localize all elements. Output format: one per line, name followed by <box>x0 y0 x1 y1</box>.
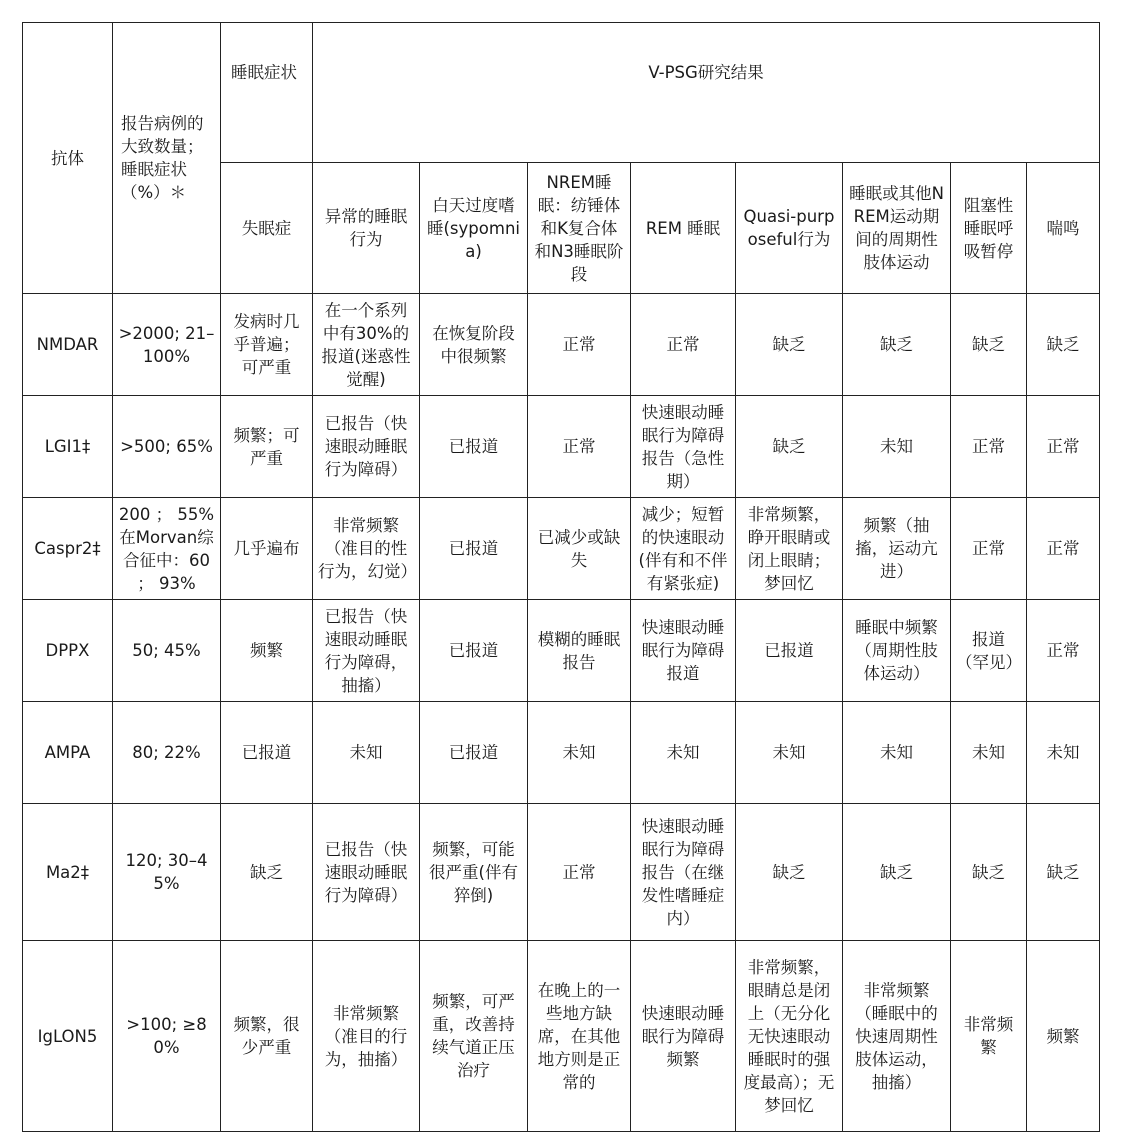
cell-value: 缺乏 <box>1027 294 1100 396</box>
cell-value: 频繁 <box>221 600 313 702</box>
cell-value: 已报道 <box>420 396 528 498</box>
cell-cases: 200 ； 55%在Morvan综合征中：60 ； 93% <box>113 498 221 600</box>
cell-value: 在恢复阶段中很频繁 <box>420 294 528 396</box>
cell-value: 已报告（快速眼动睡眠行为障碍） <box>313 804 420 941</box>
cell-value: 缺乏 <box>843 804 951 941</box>
cell-value: 已报道 <box>420 498 528 600</box>
cell-value: 正常 <box>1027 600 1100 702</box>
cell-value: 正常 <box>528 804 631 941</box>
cell-value: 频繁；可严重 <box>221 396 313 498</box>
cell-antibody: AMPA <box>23 702 113 804</box>
table-row <box>23 396 1100 498</box>
cell-value: 未知 <box>528 702 631 804</box>
header-col-stridor: 喘鸣 <box>1027 163 1100 294</box>
cell-antibody: LGI1‡ <box>23 396 113 498</box>
table-row <box>23 498 1100 600</box>
header-col-insomnia: 失眠症 <box>221 163 313 294</box>
cell-value: 正常 <box>528 396 631 498</box>
table-row <box>23 702 1100 804</box>
cell-value: 正常 <box>528 294 631 396</box>
cell-value: 频繁（抽搐，运动亢进） <box>843 498 951 600</box>
cell-value: 快速眼动睡眠行为障碍报告（急性期） <box>631 396 736 498</box>
table-row <box>23 941 1100 1132</box>
cell-antibody: Caspr2‡ <box>23 498 113 600</box>
cell-value: 睡眠中频繁（周期性肢体运动） <box>843 600 951 702</box>
cell-value: 正常 <box>1027 396 1100 498</box>
cell-cases: 80; 22% <box>113 702 221 804</box>
cell-antibody: Ma2‡ <box>23 804 113 941</box>
cell-value: 几乎遍布 <box>221 498 313 600</box>
cell-value: 未知 <box>951 702 1027 804</box>
header-cases: 报告病例的大致数量；睡眠症状（%）＊ <box>113 23 221 294</box>
cell-antibody: NMDAR <box>23 294 113 396</box>
cell-value: 未知 <box>843 702 951 804</box>
cell-value: 已报道 <box>420 600 528 702</box>
header-col-plm: 睡眠或其他NREM运动期间的周期性肢体运动 <box>843 163 951 294</box>
cell-value: 正常 <box>951 396 1027 498</box>
header-col-abnormal-behavior: 异常的睡眠行为 <box>313 163 420 294</box>
antibody-sleep-table <box>22 22 1100 1132</box>
cell-cases: >100; ≥80% <box>113 941 221 1132</box>
cell-cases: >500; 65% <box>113 396 221 498</box>
cell-value: 缺乏 <box>736 396 843 498</box>
cell-value: 缺乏 <box>951 294 1027 396</box>
cell-cases: >2000; 21–100% <box>113 294 221 396</box>
cell-value: 非常频繁（睡眠中的快速周期性肢体运动，抽搐） <box>843 941 951 1132</box>
cell-value: 正常 <box>1027 498 1100 600</box>
cell-value: 非常频繁（准目的行为，抽搐） <box>313 941 420 1132</box>
cell-value: 非常频繁，睁开眼睛或闭上眼睛；梦回忆 <box>736 498 843 600</box>
cell-value: 缺乏 <box>843 294 951 396</box>
header-row-1 <box>23 23 1100 163</box>
header-vpsg: V-PSG研究结果 <box>313 23 1100 163</box>
cell-cases: 50; 45% <box>113 600 221 702</box>
cell-value: 频繁 <box>1027 941 1100 1132</box>
cell-value: 已报道 <box>736 600 843 702</box>
cell-value: 已报告（快速眼动睡眠行为障碍，抽搐） <box>313 600 420 702</box>
cell-value: 发病时几乎普遍；可严重 <box>221 294 313 396</box>
cell-value: 非常频繁 <box>951 941 1027 1132</box>
cell-value: 已报道 <box>221 702 313 804</box>
cell-value: 缺乏 <box>736 804 843 941</box>
cell-value: 已报告（快速眼动睡眠行为障碍） <box>313 396 420 498</box>
cell-value: 在晚上的一些地方缺席，在其他地方则是正常的 <box>528 941 631 1132</box>
header-col-rem: REM 睡眠 <box>631 163 736 294</box>
cell-value: 频繁，可能很严重(伴有猝倒) <box>420 804 528 941</box>
cell-value: 缺乏 <box>1027 804 1100 941</box>
header-antibody: 抗体 <box>23 23 113 294</box>
table-body <box>23 294 1100 1132</box>
cell-value: 模糊的睡眠报告 <box>528 600 631 702</box>
cell-value: 报道（罕见） <box>951 600 1027 702</box>
cell-cases: 120; 30–45% <box>113 804 221 941</box>
cell-value: 缺乏 <box>951 804 1027 941</box>
header-sleep-symptom: 睡眠症状 <box>221 23 313 163</box>
cell-value: 缺乏 <box>736 294 843 396</box>
cell-antibody: DPPX <box>23 600 113 702</box>
cell-value: 未知 <box>631 702 736 804</box>
cell-value: 快速眼动睡眠行为障碍报道 <box>631 600 736 702</box>
cell-value: 快速眼动睡眠行为障碍报告（在继发性嗜睡症内） <box>631 804 736 941</box>
header-col-quasi-purposeful: Quasi-purposeful行为 <box>736 163 843 294</box>
cell-value: 正常 <box>951 498 1027 600</box>
cell-value: 在一个系列中有30%的报道(迷惑性觉醒) <box>313 294 420 396</box>
cell-value: 未知 <box>1027 702 1100 804</box>
table-row <box>23 804 1100 941</box>
cell-value: 频繁，很少严重 <box>221 941 313 1132</box>
cell-value: 减少；短暂的快速眼动(伴有和不伴有紧张症) <box>631 498 736 600</box>
cell-value: 未知 <box>313 702 420 804</box>
cell-value: 正常 <box>631 294 736 396</box>
cell-value: 已减少或缺失 <box>528 498 631 600</box>
cell-value: 已报道 <box>420 702 528 804</box>
cell-value: 未知 <box>736 702 843 804</box>
cell-value: 缺乏 <box>221 804 313 941</box>
cell-antibody: IgLON5 <box>23 941 113 1132</box>
cell-value: 非常频繁（准目的性行为，幻觉） <box>313 498 420 600</box>
header-col-nrem: NREM睡眠：纺锤体和K复合体和N3睡眠阶段 <box>528 163 631 294</box>
header-col-daytime-sleepiness: 白天过度嗜睡(sypomnia) <box>420 163 528 294</box>
table-row <box>23 600 1100 702</box>
cell-value: 非常频繁，眼睛总是闭上（无分化无快速眼动睡眠时的强度最高）；无梦回忆 <box>736 941 843 1132</box>
table-row <box>23 294 1100 396</box>
cell-value: 快速眼动睡眠行为障碍频繁 <box>631 941 736 1132</box>
cell-value: 频繁，可严重，改善持续气道正压治疗 <box>420 941 528 1132</box>
header-col-osa: 阻塞性睡眠呼吸暂停 <box>951 163 1027 294</box>
cell-value: 未知 <box>843 396 951 498</box>
